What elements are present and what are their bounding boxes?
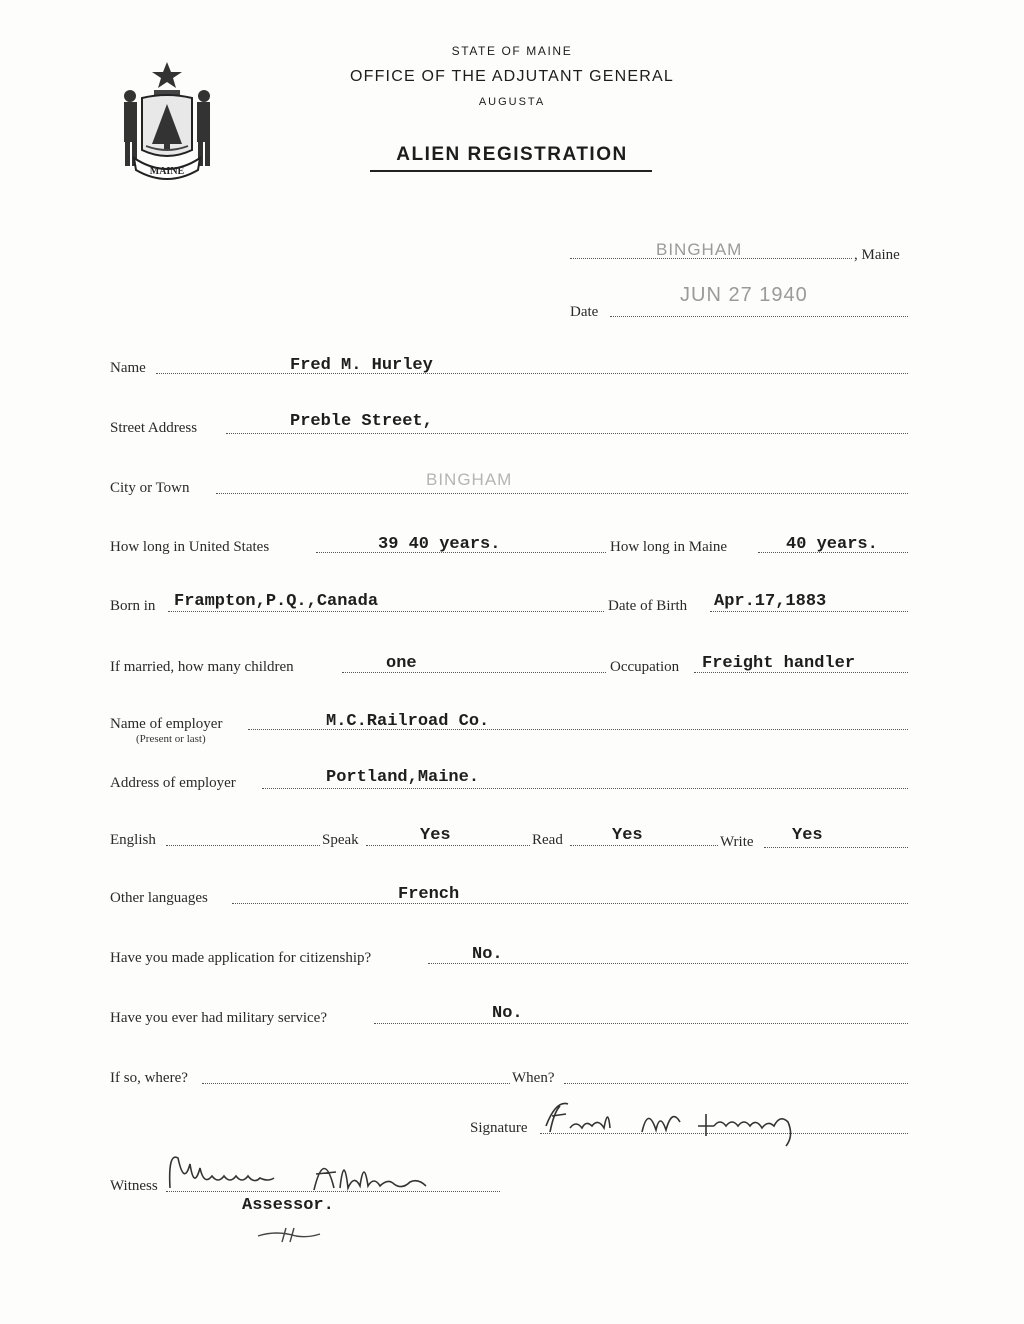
read-label: Read <box>532 832 563 848</box>
how-long-maine-label: How long in Maine <box>610 539 728 555</box>
children-label: If married, how many children <box>110 659 294 675</box>
name-label: Name <box>110 360 146 376</box>
signature-text: Fred M Hurley <box>538 1092 544 1093</box>
speak-label: Speak <box>322 832 359 848</box>
other-languages-value: French <box>398 885 460 904</box>
employer-label: Name of employer <box>110 716 223 732</box>
witness-label: Witness <box>110 1178 158 1194</box>
write-label: Write <box>720 834 754 850</box>
signature-label: Signature <box>470 1120 528 1136</box>
name-line <box>156 373 908 374</box>
citizenship-label: Have you made application for citizenship? <box>110 950 372 966</box>
military-label: Have you ever had military service? <box>110 1010 327 1026</box>
children-value: one <box>386 654 417 673</box>
born-in-line <box>168 611 604 612</box>
title-underline <box>370 170 652 172</box>
military-value: No. <box>492 1004 523 1023</box>
write-value: Yes <box>792 826 823 845</box>
employer-address-value: Portland,Maine. <box>326 768 480 787</box>
citizenship-value: No. <box>472 945 503 964</box>
speak-line <box>366 845 530 846</box>
date-label: Date <box>570 304 599 320</box>
occupation-label: Occupation <box>610 659 680 675</box>
employer-address-line <box>262 788 908 789</box>
dob-label: Date of Birth <box>608 598 688 614</box>
witness-flourish <box>256 1224 326 1244</box>
employer-value: M.C.Railroad Co. <box>326 712 490 731</box>
children-line <box>342 672 606 673</box>
employer-address-label: Address of employer <box>110 775 236 791</box>
other-languages-line <box>232 903 908 904</box>
place-suffix: , Maine <box>854 247 900 263</box>
dob-value: Apr.17,1883 <box>714 592 827 611</box>
read-line <box>570 845 718 846</box>
header-city: AUGUSTA <box>478 96 546 108</box>
how-long-maine-value: 40 years. <box>786 535 878 554</box>
when-label: When? <box>512 1070 555 1086</box>
born-in-value: Frampton,P.Q.,Canada <box>174 592 379 611</box>
header-office: OFFICE OF THE ADJUTANT GENERAL <box>349 68 675 85</box>
when-line <box>564 1083 908 1084</box>
street-label: Street Address <box>110 420 198 436</box>
witness-text: Maurice Atkins <box>164 1138 171 1139</box>
city-label: City or Town <box>110 480 190 496</box>
employer-sublabel: (Present or last) <box>136 733 206 745</box>
read-value: Yes <box>612 826 643 845</box>
english-label: English <box>110 832 156 848</box>
signature-handwriting <box>538 1092 838 1152</box>
street-line <box>226 433 908 434</box>
dob-line <box>710 611 908 612</box>
where-label: If so, where? <box>110 1070 188 1086</box>
military-line <box>374 1023 908 1024</box>
other-languages-label: Other languages <box>110 890 208 906</box>
city-line <box>216 493 908 494</box>
witness-title: Assessor. <box>242 1196 334 1215</box>
where-line <box>202 1083 510 1084</box>
date-line <box>610 316 908 317</box>
how-long-us-label: How long in United States <box>110 539 270 555</box>
seal-motto: MAINE <box>149 166 185 177</box>
date-stamp: JUN 27 1940 <box>680 284 808 306</box>
write-line <box>764 847 908 848</box>
place-stamp: BINGHAM <box>656 240 743 259</box>
occupation-value: Freight handler <box>702 654 856 673</box>
speak-value: Yes <box>420 826 451 845</box>
english-line <box>166 845 320 846</box>
street-value: Preble Street, <box>290 412 433 431</box>
city-stamp: BINGHAM <box>426 470 513 489</box>
header-state: STATE OF MAINE <box>451 44 573 58</box>
form-title: ALIEN REGISTRATION <box>396 144 628 165</box>
how-long-us-value: 39 40 years. <box>378 535 501 554</box>
born-in-label: Born in <box>110 598 156 614</box>
name-value: Fred M. Hurley <box>290 356 433 375</box>
